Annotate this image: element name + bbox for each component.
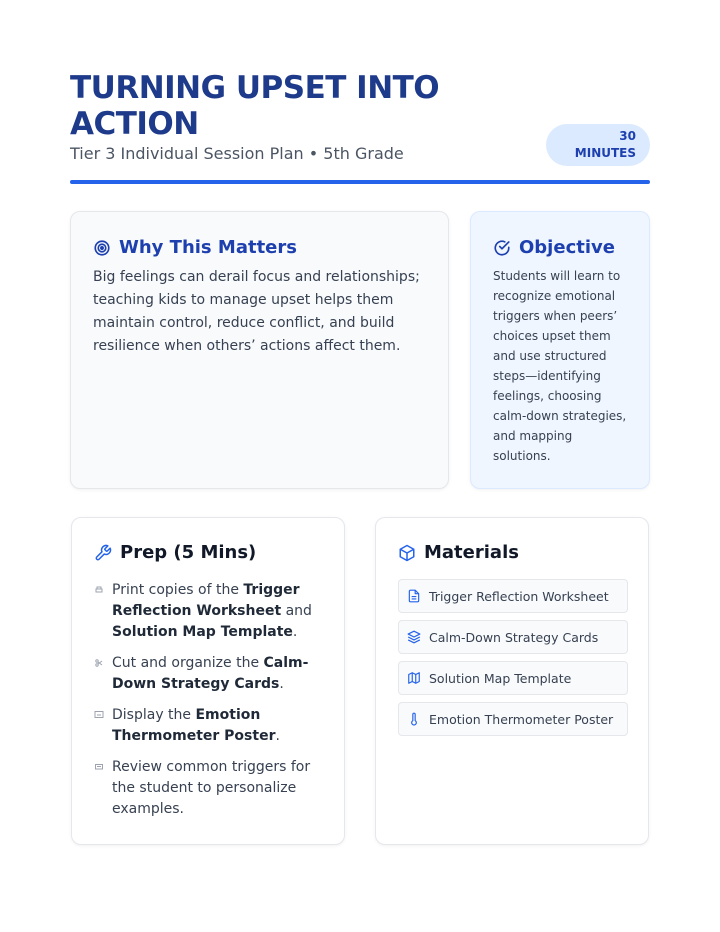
prep-item-text: Print copies of the Trigger Reflection Worksheet and Solution Map Template. bbox=[112, 582, 312, 640]
prep-card bbox=[71, 517, 345, 845]
prep-item-text: Review common triggers for the student to personalize examples. bbox=[112, 759, 311, 817]
material-label: Trigger Reflection Worksheet bbox=[429, 588, 609, 604]
duration-number: 30 bbox=[619, 129, 636, 143]
materials-card bbox=[375, 517, 649, 845]
presentation-icon bbox=[94, 710, 104, 720]
prep-item bbox=[94, 757, 326, 820]
why-card-header bbox=[93, 237, 297, 258]
header-divider bbox=[70, 180, 650, 184]
scissors-icon bbox=[94, 658, 104, 668]
materials-list bbox=[398, 579, 628, 743]
why-card-text: Big feelings can derail focus and relationships; teaching kids to manage upset helps them maintain control, reduce conflict, and build resilience when others’ actions affect them. bbox=[93, 269, 420, 354]
prep-item bbox=[94, 653, 326, 695]
thermometer-icon bbox=[407, 712, 421, 726]
wrench-icon bbox=[94, 544, 112, 562]
page-header bbox=[70, 70, 650, 163]
prep-card-title: Prep (5 Mins) bbox=[120, 542, 257, 563]
material-item bbox=[398, 702, 628, 736]
page-title: TURNING UPSET INTO ACTION bbox=[70, 70, 440, 142]
check-circle-icon bbox=[493, 239, 511, 257]
box-icon bbox=[398, 544, 416, 562]
objective-card-text: Students will learn to recognize emotional triggers when peers’ choices upset them and use structured steps—identifying feelings, choosing calm-down strategies, and mapping solutions. bbox=[493, 269, 627, 463]
materials-card-header bbox=[398, 542, 519, 563]
why-card bbox=[70, 211, 449, 489]
material-label: Calm-Down Strategy Cards bbox=[429, 629, 599, 645]
material-label: Solution Map Template bbox=[429, 670, 572, 686]
materials-card-title: Materials bbox=[424, 542, 519, 563]
printer-icon bbox=[94, 585, 104, 595]
layers-icon bbox=[407, 630, 421, 644]
page-subtitle: Tier 3 Individual Session Plan • 5th Grade bbox=[70, 144, 404, 163]
prep-list bbox=[94, 580, 326, 830]
prep-card-header bbox=[94, 542, 256, 563]
prep-item bbox=[94, 705, 326, 747]
prep-item bbox=[94, 580, 326, 643]
prep-item-text: Cut and organize the Calm-Down Strategy Cards. bbox=[112, 655, 309, 692]
prep-item-text: Display the Emotion Thermometer Poster. bbox=[112, 707, 280, 744]
objective-card-header bbox=[493, 237, 615, 258]
material-item bbox=[398, 620, 628, 654]
material-item bbox=[398, 661, 628, 695]
duration-unit: MINUTES bbox=[574, 146, 636, 160]
material-item bbox=[398, 579, 628, 613]
material-label: Emotion Thermometer Poster bbox=[429, 711, 614, 727]
duration-badge bbox=[546, 124, 650, 166]
message-icon bbox=[94, 762, 104, 772]
objective-card-title: Objective bbox=[519, 237, 615, 258]
map-icon bbox=[407, 671, 421, 685]
why-card-title: Why This Matters bbox=[119, 237, 297, 258]
document-icon bbox=[407, 589, 421, 603]
objective-card bbox=[470, 211, 650, 489]
target-icon bbox=[93, 239, 111, 257]
